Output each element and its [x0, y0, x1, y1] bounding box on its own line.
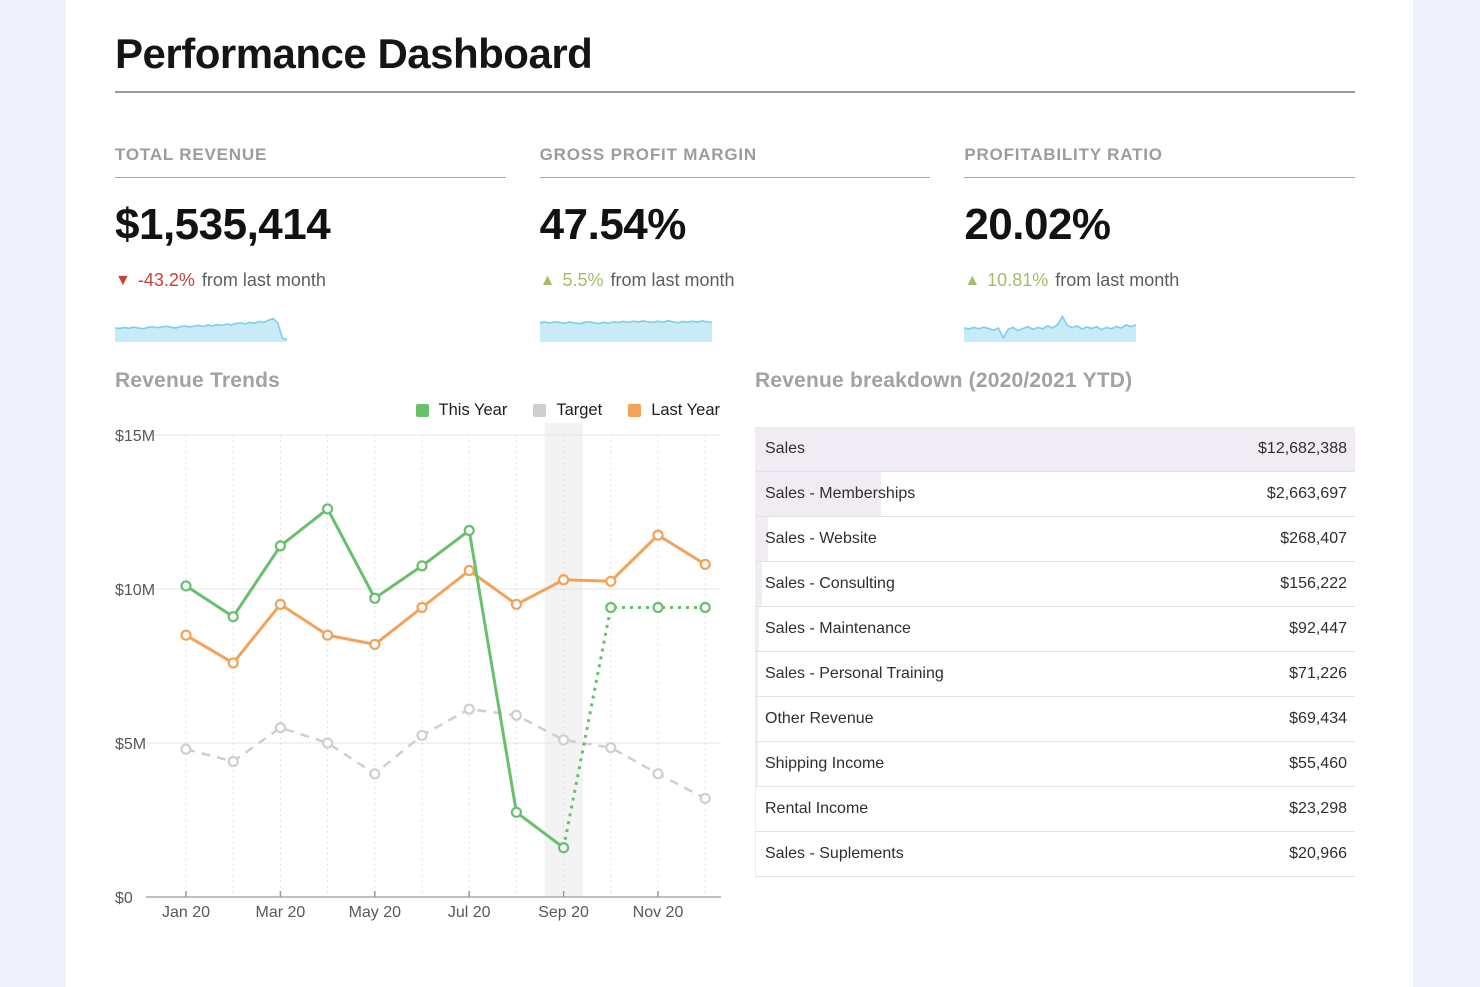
row-label: Sales - Website	[765, 530, 877, 548]
data-point-target[interactable]	[654, 770, 663, 779]
dashboard-page	[66, 0, 1413, 987]
revenue-breakdown-section	[755, 369, 1355, 929]
row-value: $55,460	[1289, 755, 1347, 773]
data-point-this-year[interactable]	[559, 844, 568, 853]
x-tick-label: Jul 20	[447, 904, 491, 922]
kpi-delta	[115, 270, 506, 291]
y-tick-label: $10M	[115, 582, 156, 600]
data-point-last-year[interactable]	[229, 659, 238, 668]
data-point-target[interactable]	[418, 731, 427, 740]
kpi-card-profitability-ratio	[964, 145, 1355, 343]
revenue-trends-section	[115, 369, 722, 929]
legend-label: Last Year	[651, 401, 720, 420]
row-label: Sales	[765, 440, 806, 458]
row-value: $23,298	[1289, 800, 1347, 818]
table-row[interactable]	[755, 607, 1355, 652]
row-label: Shipping Income	[765, 755, 885, 773]
data-point-last-year[interactable]	[606, 577, 615, 586]
x-tick-label: Sep 20	[538, 904, 589, 922]
data-point-target[interactable]	[559, 736, 568, 745]
data-point-target[interactable]	[323, 739, 332, 748]
chart-title: Revenue Trends	[115, 369, 281, 393]
row-label: Sales - Memberships	[765, 485, 916, 503]
row-value: $20,966	[1289, 845, 1347, 863]
delta-value: 5.5%	[562, 270, 604, 291]
kpi-value: $1,535,414	[115, 200, 331, 250]
data-point-target[interactable]	[701, 794, 710, 803]
row-value: $12,682,388	[1258, 440, 1347, 458]
kpi-divider	[115, 177, 506, 178]
row-value: $2,663,697	[1266, 485, 1347, 503]
x-tick-label: Mar 20	[255, 904, 306, 922]
trend-up-icon: ▲	[539, 271, 556, 289]
data-point-last-year[interactable]	[654, 531, 663, 540]
kpi-row	[115, 145, 1355, 343]
table-title: Revenue breakdown (2020/2021 YTD)	[755, 369, 1133, 393]
data-point-last-year[interactable]	[465, 566, 474, 575]
legend-item-last-year[interactable]	[628, 401, 720, 420]
data-point-this-year[interactable]	[418, 562, 427, 571]
row-value: $92,447	[1289, 620, 1347, 638]
legend-label: Target	[556, 401, 603, 420]
data-point-this-year[interactable]	[512, 808, 521, 817]
chart-legend	[416, 401, 720, 420]
legend-swatch-icon	[533, 404, 546, 417]
table-row[interactable]	[755, 652, 1355, 697]
kpi-card-gross-profit-margin	[540, 145, 931, 343]
row-label: Other Revenue	[765, 710, 874, 728]
kpi-divider	[964, 177, 1355, 178]
series-target-line[interactable]	[186, 709, 705, 798]
delta-text: from last month	[610, 270, 735, 291]
data-point-last-year[interactable]	[370, 640, 379, 649]
x-tick-label: Jan 20	[161, 904, 211, 922]
row-label: Sales - Maintenance	[765, 620, 911, 638]
table-row[interactable]	[755, 832, 1355, 877]
x-tick-label: May 20	[348, 904, 402, 922]
row-value: $69,434	[1289, 710, 1347, 728]
kpi-delta	[964, 270, 1355, 291]
delta-value: -43.2%	[137, 270, 195, 291]
y-tick-label: $0	[115, 890, 133, 908]
data-point-last-year[interactable]	[512, 600, 521, 609]
series-this-year-forecast-line[interactable]	[564, 608, 706, 848]
y-tick-label: $5M	[115, 736, 147, 754]
data-point-last-year[interactable]	[559, 576, 568, 585]
title-divider	[115, 91, 1355, 93]
data-point-last-year[interactable]	[182, 631, 191, 640]
data-point-target[interactable]	[465, 705, 474, 714]
kpi-value: 47.54%	[539, 200, 686, 250]
sparkline-gross-profit-margin	[540, 311, 712, 343]
data-point-this-year[interactable]	[229, 613, 238, 622]
data-point-this-year[interactable]	[182, 582, 191, 591]
sparkline-profitability-ratio	[964, 311, 1136, 343]
kpi-divider	[540, 177, 931, 178]
data-point-this-year[interactable]	[606, 603, 615, 612]
data-point-target[interactable]	[229, 757, 238, 766]
legend-item-this-year[interactable]	[416, 401, 508, 420]
legend-label: This Year	[438, 401, 508, 420]
kpi-label: GROSS PROFIT MARGIN	[539, 145, 757, 165]
table-row[interactable]	[755, 472, 1355, 517]
data-point-this-year[interactable]	[323, 505, 332, 514]
revenue-breakdown-table	[755, 427, 1355, 877]
delta-text: from last month	[201, 270, 326, 291]
sparkline-total-revenue	[115, 311, 287, 343]
data-point-target[interactable]	[512, 711, 521, 720]
data-point-target[interactable]	[370, 770, 379, 779]
y-tick-label: $15M	[115, 428, 156, 446]
data-point-target[interactable]	[182, 745, 191, 754]
table-row[interactable]	[755, 427, 1355, 472]
row-value: $71,226	[1289, 665, 1347, 683]
data-point-this-year[interactable]	[370, 594, 379, 603]
row-label: Sales - Consulting	[765, 575, 895, 593]
data-point-last-year[interactable]	[276, 600, 285, 609]
row-label: Sales - Personal Training	[765, 665, 944, 683]
row-value: $156,222	[1280, 575, 1347, 593]
data-point-target[interactable]	[276, 723, 285, 732]
table-row[interactable]	[755, 517, 1355, 562]
data-point-this-year[interactable]	[465, 526, 474, 535]
kpi-card-total-revenue	[115, 145, 506, 343]
data-point-this-year[interactable]	[276, 542, 285, 551]
row-label: Sales - Suplements	[765, 845, 904, 863]
legend-swatch-icon	[628, 404, 641, 417]
kpi-delta	[540, 270, 931, 291]
main-row	[115, 369, 1355, 929]
data-point-target[interactable]	[606, 743, 615, 752]
data-point-last-year[interactable]	[418, 603, 427, 612]
legend-item-target[interactable]	[533, 401, 602, 420]
table-row[interactable]	[755, 742, 1355, 787]
data-point-last-year[interactable]	[323, 631, 332, 640]
kpi-label: PROFITABILITY RATIO	[964, 145, 1163, 165]
page-title: Performance Dashboard	[115, 30, 593, 77]
table-row[interactable]	[755, 562, 1355, 607]
row-value: $268,407	[1280, 530, 1347, 548]
delta-value: 10.81%	[987, 270, 1049, 291]
table-row[interactable]	[755, 787, 1355, 832]
data-point-this-year[interactable]	[701, 603, 710, 612]
delta-text: from last month	[1055, 270, 1180, 291]
kpi-label: TOTAL REVENUE	[115, 145, 268, 165]
x-tick-label: Nov 20	[632, 904, 684, 922]
trend-down-icon: ▼	[115, 271, 131, 289]
trend-up-icon: ▲	[964, 271, 981, 289]
row-label: Rental Income	[765, 800, 869, 818]
kpi-value: 20.02%	[964, 200, 1111, 250]
data-point-this-year[interactable]	[654, 603, 663, 612]
legend-swatch-icon	[416, 404, 429, 417]
series-last-year-line[interactable]	[186, 535, 705, 663]
revenue-trends-chart[interactable]	[115, 409, 727, 929]
data-point-last-year[interactable]	[701, 560, 710, 569]
table-row[interactable]	[755, 697, 1355, 742]
